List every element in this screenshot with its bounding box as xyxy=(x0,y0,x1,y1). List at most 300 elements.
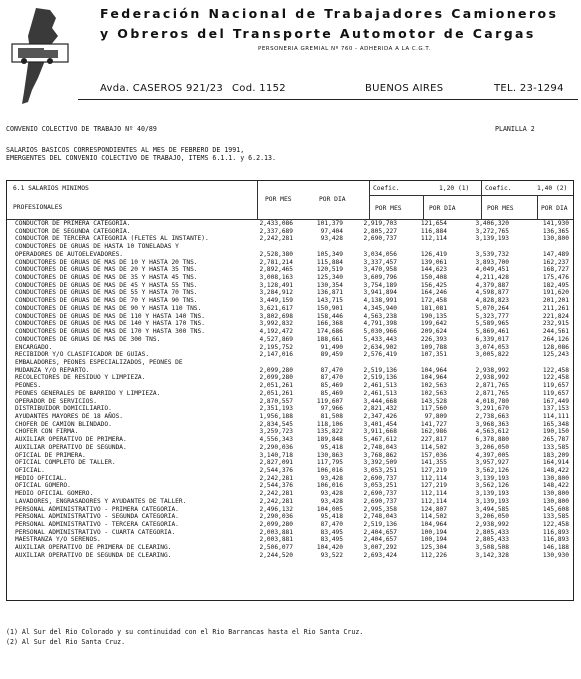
row-por-dia: 97,404 xyxy=(320,227,343,235)
row-coef2-dia: 201,201 xyxy=(542,297,569,305)
row-coef2-dia: 122,458 xyxy=(542,521,569,529)
row-coef1-dia: 162,986 xyxy=(420,428,447,436)
row-por-mes: 3,992,832 xyxy=(259,320,293,328)
row-coef1-dia: 156,425 xyxy=(420,281,447,289)
table-row xyxy=(7,359,573,367)
row-por-mes: 2,290,036 xyxy=(259,513,293,521)
section-title: 6.1 SALARIOS MINIMOS xyxy=(13,185,89,192)
row-profession: RECOLECTORES DE RESIDUO Y LIMPIEZA. xyxy=(15,374,146,382)
table-row xyxy=(7,475,573,483)
row-por-dia: 95,418 xyxy=(320,513,343,521)
row-coef1-mes: 4,138,991 xyxy=(363,297,397,305)
header-por-mes: POR MES xyxy=(265,196,292,203)
row-coef1-mes: 3,754,189 xyxy=(363,281,397,289)
column-divider xyxy=(257,181,258,219)
row-coef1-dia: 109,788 xyxy=(420,343,447,351)
row-coef1-dia: 117,560 xyxy=(420,405,447,413)
row-profession: ENCARGADO. xyxy=(15,343,53,351)
row-coef1-mes: 2,693,424 xyxy=(363,551,397,559)
row-coef2-dia: 146,188 xyxy=(542,544,569,552)
row-por-mes: 2,244,520 xyxy=(259,551,293,559)
header-divider xyxy=(369,195,573,196)
row-por-mes: 2,870,557 xyxy=(259,397,293,405)
row-coef1-dia: 226,393 xyxy=(420,335,447,343)
row-coef1-mes: 3,337,457 xyxy=(363,258,397,266)
table-row xyxy=(7,390,573,398)
table-row xyxy=(7,305,573,313)
row-por-dia: 117,795 xyxy=(316,459,343,467)
row-coef2-dia: 221,824 xyxy=(542,312,569,320)
organization-name-line-2: y Obreros del Transporte Automotor de Cargas xyxy=(100,26,536,41)
row-coef2-dia: 136,365 xyxy=(542,227,569,235)
postal-code: Cod. 1152 xyxy=(232,83,286,94)
row-por-mes: 2,290,036 xyxy=(259,443,293,451)
row-profession: MAESTRANZA Y/O SERENOS. xyxy=(15,536,101,544)
row-coef1-dia: 172,458 xyxy=(420,297,447,305)
row-por-dia: 166,368 xyxy=(316,320,343,328)
row-coef2-mes: 3,562,126 xyxy=(475,482,509,490)
row-coef2-dia: 119,657 xyxy=(542,382,569,390)
row-por-mes: 2,242,281 xyxy=(259,490,293,498)
row-coef1-dia: 190,135 xyxy=(420,312,447,320)
row-coef1-dia: 104,964 xyxy=(420,374,447,382)
row-coef1-mes: 5,433,443 xyxy=(363,335,397,343)
row-coef1-dia: 227,817 xyxy=(420,436,447,444)
table-row xyxy=(7,282,573,290)
row-profession: LAVADORES, ENGRASADORES Y AYUDANTES DE TALLER. xyxy=(15,497,187,505)
row-por-mes: 2,496,132 xyxy=(259,505,293,513)
row-coef2-dia: 265,787 xyxy=(542,436,569,444)
row-por-dia: 105,349 xyxy=(316,250,343,258)
row-por-dia: 83,495 xyxy=(320,528,343,536)
row-coef1-dia: 144,623 xyxy=(420,266,447,274)
row-coef1-mes: 4,563,238 xyxy=(363,312,397,320)
row-por-dia: 85,469 xyxy=(320,382,343,390)
row-coef2-dia: 128,086 xyxy=(542,343,569,351)
table-row xyxy=(7,344,573,352)
table-row xyxy=(7,374,573,382)
row-por-mes: 2,242,281 xyxy=(259,497,293,505)
row-profession: CONDUCTORES DE GRUAS DE MAS DE 140 Y HASTA 170 TNS. xyxy=(15,320,205,328)
row-coef2-dia: 190,150 xyxy=(542,428,569,436)
row-profession: AUXILIAR OPERATIVO DE PRIMERA. xyxy=(15,436,127,444)
intro-line-2: EMERGENTES DEL CONVENIO COLECTIVO DE TRABAJO, ITEMS 6.1.1. y 6.2.13. xyxy=(6,154,276,162)
coefficient-1-label: Coefic. xyxy=(373,185,400,192)
phone: TEL. 23-1294 xyxy=(494,83,564,94)
table-row xyxy=(7,482,573,490)
row-coef2-mes: 3,139,193 xyxy=(475,490,509,498)
row-por-dia: 93,428 xyxy=(320,235,343,243)
row-coef1-dia: 112,114 xyxy=(420,474,447,482)
table-row xyxy=(7,228,573,236)
row-coef2-dia: 116,893 xyxy=(542,536,569,544)
row-coef2-dia: 162,237 xyxy=(542,258,569,266)
table-row xyxy=(7,421,573,429)
row-coef1-dia: 104,964 xyxy=(420,521,447,529)
personeria-gremial: PERSONERIA GREMIAL Nº 760 - ADHERIDA A LA C.G.T. xyxy=(258,46,431,52)
row-por-mes: 2,827,091 xyxy=(259,459,293,467)
coefficient-1-value: 1,20 (1) xyxy=(439,185,470,192)
row-coef1-mes: 2,404,657 xyxy=(363,536,397,544)
table-row xyxy=(7,498,573,506)
row-coef2-mes: 4,049,451 xyxy=(475,266,509,274)
row-profession: RECIBIDOR Y/O CLASIFICADOR DE GUIAS. xyxy=(15,351,150,359)
table-row xyxy=(7,536,573,544)
organization-name-line-1: Federación Nacional de Trabajadores Camioneros xyxy=(100,6,559,21)
row-por-dia: 120,519 xyxy=(316,266,343,274)
row-coef2-mes: 3,494,585 xyxy=(475,505,509,513)
row-por-dia: 89,459 xyxy=(320,351,343,359)
table-body xyxy=(7,220,573,560)
row-por-mes: 2,099,280 xyxy=(259,374,293,382)
row-coef2-mes: 3,562,126 xyxy=(475,467,509,474)
row-coef2-dia: 122,458 xyxy=(542,374,569,382)
table-row xyxy=(7,251,573,259)
row-coef1-dia: 141,727 xyxy=(420,420,447,428)
row-coef1-mes: 3,034,056 xyxy=(363,250,397,258)
row-profession: CONDUCTORES DE GRUAS DE MAS DE 90 Y HASTA 110 TNS. xyxy=(15,304,202,312)
row-por-dia: 104,420 xyxy=(316,544,343,552)
row-coef2-mes: 3,957,927 xyxy=(475,459,509,467)
row-coef1-mes: 2,461,513 xyxy=(363,382,397,390)
row-profession: DISTRIBUIDOR DOMICILIARIO. xyxy=(15,405,112,413)
table-row xyxy=(7,459,573,467)
row-coef2-dia: 145,608 xyxy=(542,505,569,513)
row-por-dia: 119,607 xyxy=(316,397,343,405)
row-coef2-mes: 4,018,780 xyxy=(475,397,509,405)
row-coef2-mes: 4,397,005 xyxy=(475,451,509,459)
row-por-mes: 2,506,077 xyxy=(259,544,293,552)
table-row xyxy=(7,513,573,521)
row-coef1-dia: 150,408 xyxy=(420,274,447,282)
row-coef2-dia: 148,422 xyxy=(542,467,569,474)
row-coef1-dia: 181,081 xyxy=(420,304,447,312)
row-coef2-dia: 130,800 xyxy=(542,490,569,498)
row-coef1-mes: 3,444,668 xyxy=(363,397,397,405)
row-coef2-dia: 148,422 xyxy=(542,482,569,490)
table-row xyxy=(7,289,573,297)
row-profession: CONDUCTOR DE TERCERA CATEGORIA (FLETES AL INSTANTE). xyxy=(15,235,209,243)
footnote-2: (2) Al Sur del Rio Santa Cruz. xyxy=(6,638,126,646)
row-coef1-mes: 2,690,737 xyxy=(363,490,397,498)
row-coef2-mes: 3,291,670 xyxy=(475,405,509,413)
row-coef2-dia: 164,914 xyxy=(542,459,569,467)
row-coef1-mes: 3,392,509 xyxy=(363,459,397,467)
row-coef1-mes: 5,467,612 xyxy=(363,436,397,444)
row-coef2-mes: 3,139,193 xyxy=(475,497,509,505)
row-coef2-dia: 147,489 xyxy=(542,250,569,258)
row-por-dia: 81,508 xyxy=(320,412,343,420)
row-profession: PERSONAL ADMINISTRATIVO - TERCERA CATEGORIA. xyxy=(15,521,179,529)
row-coef2-mes: 6,339,017 xyxy=(475,335,509,343)
row-por-dia: 93,428 xyxy=(320,497,343,505)
row-coef2-dia: 165,348 xyxy=(542,420,569,428)
row-por-dia: 174,686 xyxy=(316,328,343,336)
table-row xyxy=(7,274,573,282)
row-por-dia: 87,470 xyxy=(320,521,343,529)
row-coef1-dia: 112,114 xyxy=(420,490,447,498)
table-row xyxy=(7,235,573,243)
argentina-map-logo xyxy=(6,6,76,106)
row-coef1-dia: 97,809 xyxy=(424,412,447,420)
row-coef2-mes: 3,074,053 xyxy=(475,343,509,351)
row-coef2-mes: 3,206,050 xyxy=(475,513,509,521)
row-coef1-dia: 127,219 xyxy=(420,467,447,474)
row-coef1-dia: 102,563 xyxy=(420,382,447,390)
row-por-mes: 3,128,491 xyxy=(259,281,293,289)
row-profession: MEDIO OFICIAL GOMERO. xyxy=(15,490,94,498)
row-coef2-mes: 5,323,777 xyxy=(475,312,509,320)
row-profession: PEONES GENERALES DE BARRIDO Y LIMPIEZA. xyxy=(15,389,161,397)
row-coef2-mes: 2,938,992 xyxy=(475,521,509,529)
table-row xyxy=(7,313,573,321)
row-por-dia: 118,106 xyxy=(316,420,343,428)
row-por-mes: 2,528,380 xyxy=(259,250,293,258)
row-profession: AUXILIAR OPERATIVO DE SEGUNDA. xyxy=(15,443,127,451)
row-por-mes: 3,802,698 xyxy=(259,312,293,320)
subheader-por-mes-1: POR MES xyxy=(375,205,402,212)
row-coef2-mes: 4,563,612 xyxy=(475,428,509,436)
row-coef2-mes: 5,589,965 xyxy=(475,320,509,328)
row-por-mes: 4,192,472 xyxy=(259,328,293,336)
row-profession: CONDUCTORES DE GRUAS DE MAS DE 300 TNS. xyxy=(15,335,161,343)
row-coef1-dia: 127,219 xyxy=(420,482,447,490)
table-row xyxy=(7,382,573,390)
row-coef2-dia: 232,915 xyxy=(542,320,569,328)
row-coef1-dia: 209,624 xyxy=(420,328,447,336)
row-coef1-mes: 3,053,251 xyxy=(363,467,397,474)
row-coef1-dia: 121,654 xyxy=(420,220,447,227)
row-por-mes: 2,892,465 xyxy=(259,266,293,274)
subheader-por-dia-2: POR DIA xyxy=(541,205,568,212)
row-coef2-mes: 3,968,363 xyxy=(475,420,509,428)
subheader-por-mes-2: POR MES xyxy=(487,205,514,212)
row-coef2-dia: 114,111 xyxy=(542,412,569,420)
row-coef2-mes: 2,805,433 xyxy=(475,528,509,536)
row-coef1-dia: 126,419 xyxy=(420,250,447,258)
row-por-mes: 2,242,281 xyxy=(259,474,293,482)
footnote-1: (1) Al Sur del Rio Colorado y su continuidad con el Rio Barrancas hasta el Rio Santa Cruz. xyxy=(6,628,364,636)
row-coef2-mes: 2,738,663 xyxy=(475,412,509,420)
row-coef2-dia: 191,620 xyxy=(542,289,569,297)
table-row xyxy=(7,413,573,421)
row-coef1-dia: 100,194 xyxy=(420,528,447,536)
row-profession: OPERADORES DE AUTOELEVADORES. xyxy=(15,250,124,258)
table-row xyxy=(7,467,573,475)
table-row xyxy=(7,436,573,444)
row-coef1-mes: 5,030,966 xyxy=(363,328,397,336)
table-row xyxy=(7,367,573,375)
row-profession: AUXILIAR OPERATIVO DE SEGUNDA DE CLEARING. xyxy=(15,551,172,559)
row-coef2-mes: 2,805,433 xyxy=(475,536,509,544)
row-coef2-mes: 3,272,765 xyxy=(475,227,509,235)
row-por-dia: 93,522 xyxy=(320,551,343,559)
row-coef1-dia: 114,502 xyxy=(420,443,447,451)
table-row xyxy=(7,521,573,529)
row-coef1-dia: 112,114 xyxy=(420,235,447,243)
row-coef1-dia: 116,884 xyxy=(420,227,447,235)
row-coef2-dia: 130,800 xyxy=(542,235,569,243)
row-coef2-dia: 130,800 xyxy=(542,497,569,505)
row-coef2-mes: 5,070,264 xyxy=(475,304,509,312)
row-por-mes: 1,956,188 xyxy=(259,412,293,420)
table-row xyxy=(7,320,573,328)
row-por-dia: 136,871 xyxy=(316,289,343,297)
row-coef2-dia: 175,476 xyxy=(542,274,569,282)
row-coef1-dia: 114,502 xyxy=(420,513,447,521)
row-coef1-mes: 2,821,432 xyxy=(363,405,397,413)
table-row xyxy=(7,506,573,514)
row-por-mes: 3,140,718 xyxy=(259,451,293,459)
row-por-dia: 93,428 xyxy=(320,490,343,498)
row-coef2-dia: 137,153 xyxy=(542,405,569,413)
row-coef2-dia: 211,261 xyxy=(542,304,569,312)
row-coef2-dia: 116,893 xyxy=(542,528,569,536)
row-por-dia: 130,863 xyxy=(316,451,343,459)
row-por-mes: 2,003,881 xyxy=(259,528,293,536)
row-profession: CONDUCTORES DE GRUAS DE MAS DE 45 Y HASTA 55 TNS. xyxy=(15,281,198,289)
coefficient-2-value: 1,40 (2) xyxy=(537,185,568,192)
row-por-dia: 104,005 xyxy=(316,505,343,513)
row-por-dia: 150,901 xyxy=(316,304,343,312)
row-coef1-dia: 124,807 xyxy=(420,505,447,513)
row-por-mes: 4,556,343 xyxy=(259,436,293,444)
row-profession: AYUDANTES MAYORES DE 18 AÑOS. xyxy=(15,412,124,420)
table-row xyxy=(7,328,573,336)
row-coef1-mes: 3,470,958 xyxy=(363,266,397,274)
row-por-dia: 97,966 xyxy=(320,405,343,413)
row-por-mes: 2,051,261 xyxy=(259,389,293,397)
row-profession: CONDUCTOR DE SEGUNDA CATEGORIA. xyxy=(15,227,131,235)
row-coef2-mes: 3,539,732 xyxy=(475,250,509,258)
row-coef2-dia: 133,585 xyxy=(542,513,569,521)
row-coef1-mes: 2,748,043 xyxy=(363,443,397,451)
row-coef1-mes: 2,690,737 xyxy=(363,497,397,505)
row-coef1-mes: 2,461,513 xyxy=(363,389,397,397)
table-row xyxy=(7,243,573,251)
row-coef2-dia: 167,449 xyxy=(542,397,569,405)
row-coef1-mes: 3,609,796 xyxy=(363,274,397,282)
row-coef2-mes: 3,206,050 xyxy=(475,443,509,451)
row-por-dia: 83,495 xyxy=(320,536,343,544)
row-profession: CHOFER DE CAMION BLINDADO. xyxy=(15,420,112,428)
row-por-dia: 106,016 xyxy=(316,467,343,474)
row-coef2-dia: 133,585 xyxy=(542,443,569,451)
row-coef2-dia: 130,800 xyxy=(542,474,569,482)
row-profession: OPERADOR DE SERVICIOS. xyxy=(15,397,97,405)
row-por-mes: 3,284,912 xyxy=(259,289,293,297)
row-coef2-mes: 2,938,992 xyxy=(475,366,509,374)
row-coef1-dia: 107,351 xyxy=(420,351,447,359)
row-coef1-mes: 3,053,251 xyxy=(363,482,397,490)
table-row xyxy=(7,529,573,537)
row-profession: CONDUCTORES DE GRUAS DE MAS DE 170 Y HASTA 300 TNS. xyxy=(15,328,205,336)
subheader-por-dia-1: POR DIA xyxy=(429,205,456,212)
row-coef1-dia: 157,036 xyxy=(420,451,447,459)
row-profession: CONDUCTORES DE GRUAS DE MAS DE 55 Y HASTA 70 TNS. xyxy=(15,289,198,297)
row-coef1-dia: 112,114 xyxy=(420,497,447,505)
row-por-mes: 2,433,086 xyxy=(259,220,293,227)
row-por-mes: 4,527,869 xyxy=(259,335,293,343)
row-profession: OFICIAL GOMERO. xyxy=(15,482,71,490)
row-coef1-mes: 2,519,136 xyxy=(363,366,397,374)
row-coef2-mes: 4,211,428 xyxy=(475,274,509,282)
table-row xyxy=(7,405,573,413)
table-row xyxy=(7,336,573,344)
row-coef1-mes: 2,995,358 xyxy=(363,505,397,513)
city: BUENOS AIRES xyxy=(365,83,444,94)
row-por-mes: 2,834,545 xyxy=(259,420,293,428)
row-coef1-mes: 3,911,668 xyxy=(363,428,397,436)
row-por-mes: 2,003,881 xyxy=(259,536,293,544)
row-por-mes: 3,259,723 xyxy=(259,428,293,436)
table-row xyxy=(7,452,573,460)
row-por-mes: 3,008,163 xyxy=(259,274,293,282)
row-por-dia: 188,661 xyxy=(316,335,343,343)
row-coef1-mes: 3,941,894 xyxy=(363,289,397,297)
row-por-dia: 87,470 xyxy=(320,366,343,374)
convenio-title: CONVENIO COLECTIVO DE TRABAJO Nº 40/89 xyxy=(6,125,157,133)
row-por-dia: 101,379 xyxy=(316,220,343,227)
row-profession: PERSONAL ADMINISTRATIVO - CUARTA CATEGORIA. xyxy=(15,528,176,536)
row-coef2-mes: 4,379,887 xyxy=(475,281,509,289)
row-por-mes: 2,781,214 xyxy=(259,258,293,266)
row-coef2-mes: 3,508,508 xyxy=(475,544,509,552)
row-por-dia: 95,418 xyxy=(320,443,343,451)
row-coef2-dia: 119,657 xyxy=(542,389,569,397)
row-coef2-mes: 2,871,765 xyxy=(475,382,509,390)
row-profession: MUDANZA Y/O REPARTO. xyxy=(15,366,90,374)
salary-table xyxy=(6,180,574,601)
table-row xyxy=(7,220,573,228)
row-por-mes: 2,544,376 xyxy=(259,482,293,490)
row-por-dia: 85,469 xyxy=(320,389,343,397)
row-coef1-mes: 2,634,902 xyxy=(363,343,397,351)
row-profession: CONDUCTORES DE GRUAS DE MAS DE 10 Y HASTA 20 TNS. xyxy=(15,258,198,266)
row-por-mes: 3,449,159 xyxy=(259,297,293,305)
table-row xyxy=(7,351,573,359)
row-coef2-dia: 130,930 xyxy=(542,551,569,559)
row-coef1-dia: 141,355 xyxy=(420,459,447,467)
coefficient-2-label: Coefic. xyxy=(485,185,512,192)
row-coef1-mes: 2,805,227 xyxy=(363,227,397,235)
row-coef1-mes: 2,919,703 xyxy=(363,220,397,227)
row-coef2-mes: 3,005,822 xyxy=(475,351,509,359)
row-coef2-dia: 122,458 xyxy=(542,366,569,374)
table-row xyxy=(7,266,573,274)
row-profession: CONDUCTORES DE GRUAS DE MAS DE 35 Y HASTA 45 TNS. xyxy=(15,274,198,282)
row-profession: PERSONAL ADMINISTRATIVO - SEGUNDA CATEGORIA. xyxy=(15,513,179,521)
row-por-mes: 2,337,689 xyxy=(259,227,293,235)
row-por-mes: 3,621,617 xyxy=(259,304,293,312)
row-coef2-mes: 4,598,877 xyxy=(475,289,509,297)
table-row xyxy=(7,428,573,436)
row-profession: CONDUCTORES DE GRUAS DE MAS DE 20 Y HASTA 35 TNS. xyxy=(15,266,198,274)
row-por-dia: 143,715 xyxy=(316,297,343,305)
row-coef1-mes: 2,748,043 xyxy=(363,513,397,521)
row-coef1-dia: 125,304 xyxy=(420,544,447,552)
row-profession: OFICIAL COMPLETO DE TALLER. xyxy=(15,459,116,467)
column-divider xyxy=(537,195,538,219)
address: Avda. CASEROS 921/23 xyxy=(100,83,224,94)
row-coef2-mes: 5,869,461 xyxy=(475,328,509,336)
row-coef2-mes: 2,938,992 xyxy=(475,374,509,382)
row-coef2-mes: 3,893,700 xyxy=(475,258,509,266)
row-por-mes: 2,195,752 xyxy=(259,343,293,351)
row-coef1-dia: 104,964 xyxy=(420,366,447,374)
row-coef1-mes: 3,768,862 xyxy=(363,451,397,459)
row-coef2-mes: 3,406,320 xyxy=(475,220,509,227)
